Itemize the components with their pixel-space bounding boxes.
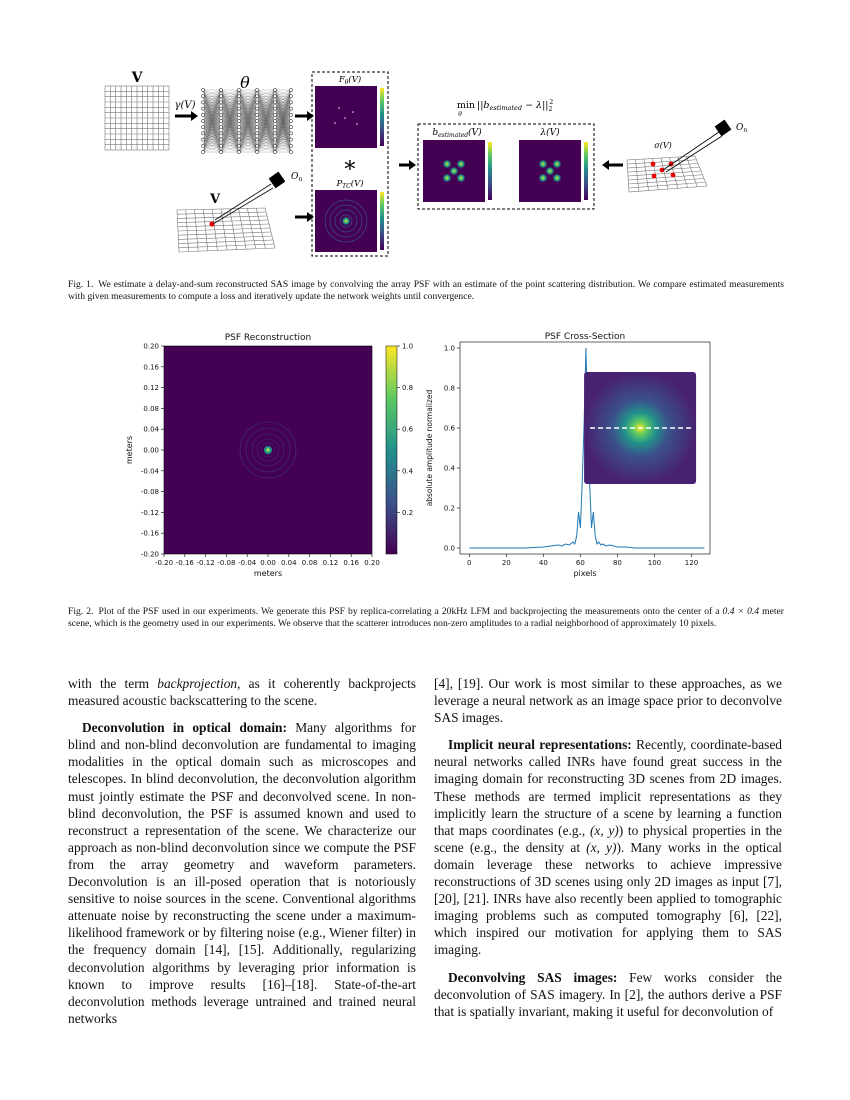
heatmap-y-tick-label: 0.20: [143, 342, 159, 351]
heatmap-y-tick-label: -0.16: [140, 529, 159, 538]
heatmap-x-tick-label: 0.04: [281, 559, 297, 567]
right-p3-heading: Deconvolving SAS images:: [448, 969, 618, 985]
psf-reconstruction-chart: [125, 333, 414, 578]
figure-1-pipeline: [95, 60, 785, 260]
heatmap-x-tick-label: -0.08: [217, 559, 236, 567]
input-grid-bottom: [177, 208, 275, 252]
left-column: [68, 675, 416, 1037]
line-y-tick-label: 0.6: [443, 424, 455, 433]
line-x-tick-label: 0: [467, 559, 472, 567]
figure-1-caption-text: We estimate a delay-and-sum reconstructed SAS image by convolving the array PSF with an estimate of the point scattering distribution. We compare estimated measurements with given measurements to compute a loss and iteratively update the network weights until convergence.: [68, 279, 784, 302]
line-x-tick-label: 60: [575, 559, 585, 567]
right-p3-body: Few works consider the deconvolution of SAS imagery. In [2], the authors derive a PSF that is spatially invariant, making it useful for deconvolution of: [434, 969, 782, 1019]
line-y-tick-label: 0.0: [443, 544, 455, 553]
colorbar-tick-label: 0.6: [402, 425, 414, 434]
input-grid-top: [105, 86, 169, 150]
heatmap-x-tick-label: 0.12: [322, 559, 339, 567]
figure-2-caption-text-1: Plot of the PSF used in our experiments. We generate this PSF by replica-correlating a 20kHz LFM and backprojecting the measurements onto the center of a: [98, 606, 723, 617]
right-paragraph-2: [434, 736, 782, 958]
right-p2-text-a: Recently, coordinate-based neural networks called INRs have found great success in the imaging domain for reconstructing 3D scenes from 2D images. These methods are termed implicit representations as they implicitly learn the structure of a scene by learning a function that maps coordinates (e.g.,: [434, 737, 782, 838]
colorbar-tick-label: 0.8: [402, 384, 414, 393]
lambda-label: λ(V): [540, 128, 560, 138]
heatmap-x-tick-label: 0.08: [301, 559, 318, 567]
line-y-tick-label: 0.2: [443, 504, 455, 513]
heatmap-x-tick-label: -0.04: [238, 559, 257, 567]
line-x-tick-label: 100: [647, 559, 662, 567]
heatmap-x-tick-label: 0.20: [364, 559, 380, 567]
heatmap-y-tick-label: 0.00: [143, 446, 159, 455]
figure-2-caption: [68, 606, 784, 630]
left-p1-emphasis: backprojection: [157, 676, 238, 691]
heatmap-y-label: meters: [125, 435, 134, 465]
line-y-tick-label: 0.8: [443, 384, 455, 393]
right-column: [434, 675, 782, 1030]
colorbar-tick-label: 1.0: [402, 342, 414, 351]
gamma-label: γ(V): [174, 100, 196, 111]
line-x-label: pixels: [573, 569, 597, 578]
heatmap-colorbar: [386, 346, 397, 554]
heatmap-x-tick-label: -0.20: [154, 559, 174, 567]
right-p2-math-2: (x, y): [586, 839, 617, 855]
o-n-left-label: $O_n$: [291, 172, 303, 183]
f-theta-image: [315, 86, 377, 148]
line-y-tick-label: 1.0: [443, 344, 455, 353]
sonar-device-icon-right: [715, 120, 732, 137]
heatmap-x-tick-label: -0.12: [196, 559, 215, 567]
right-paragraph-1: [4], [19]. Our work is most similar to these approaches, as we leverage a neural network as an image space prior to deconvolve SAS images.: [434, 676, 782, 726]
right-p2-text-c: ). Many works in the optical domain leverage these networks to achieve impressive reconstructions of 3D scenes using only 2D images as input [7], [20], [21]. INRs have also recently been applied to tomographic imaging problems such as computed tomography [6], [22], which inspired our motivation for applying them to SAS imaging.: [434, 839, 782, 958]
heatmap-y-tick-label: 0.12: [143, 384, 159, 393]
colorbar-tick-label: 0.4: [402, 467, 414, 476]
heatmap-title: PSF Reconstruction: [224, 333, 312, 343]
heatmap-y-tick-label: -0.08: [140, 488, 159, 497]
left-p2-heading: Deconvolution in optical domain:: [82, 720, 287, 736]
convolution-symbol: ∗: [342, 153, 358, 178]
p-tc-label: $P_{TC}(V)$: [336, 179, 364, 190]
line-y-label: absolute amplitude normalized: [425, 389, 434, 507]
sonar-device-icon-left: [269, 172, 286, 189]
line-x-tick-label: 20: [501, 559, 511, 567]
heatmap-y-tick-label: 0.16: [143, 363, 159, 372]
right-p2-math-1: (x, y): [589, 822, 619, 838]
heatmap-x-label: meters: [253, 569, 283, 578]
heatmap-y-tick-label: 0.08: [143, 404, 159, 413]
heatmap-y-tick-label: 0.04: [143, 425, 159, 434]
heatmap-x-tick-label: 0.00: [260, 559, 276, 567]
figure-1-caption: [68, 279, 784, 303]
theta-label: θ: [240, 73, 250, 92]
colorbar-tick-label: 0.2: [402, 508, 414, 517]
right-paragraph-3: [434, 969, 782, 1020]
o-n-right-label: $O_n$: [736, 123, 748, 134]
heatmap-x-tick-label: 0.16: [343, 559, 359, 567]
heatmap-x-tick-label: -0.16: [175, 559, 194, 567]
right-p2-heading: Implicit neural representations:: [448, 737, 632, 753]
line-x-tick-label: 40: [538, 559, 548, 567]
objective-theta-sub: θ: [458, 111, 462, 118]
line-y-tick-label: 0.4: [443, 464, 455, 473]
psf-cross-section-chart: [425, 332, 710, 578]
v-top-label: V: [131, 70, 143, 86]
left-p2-body: Many algorithms for blind and non-blind deconvolution are fundamental to imaging modalities in the optical domain such as microscopes and telescopes. In blind deconvolution, the deconvolution algorithm must jointly estimate the PSF and deconvolved scene. In non-blind deconvolution, the PSF is assumed known and used to reconstruct a representation of the scene. We characterize our approach as non-blind deconvolution since we compute the PSF from the array geometry and waveform parameters. Deconvolution is an ill-posed operation that is notoriously sensitive to noise sources in the scene. Conventional algorithms attenuate noise by reconstructing the scene under a maximum-likelihood framework or by filtering noise (e.g., Wiener filter) in the frequency domain [14], [15]. Additionally, regularizing deconvolution algorithms by leveraging prior information is known to improve results [16]–[18]. State-of-the-art deconvolution methods leverage untrained and trained neural networks: [68, 720, 416, 1026]
left-paragraph-1: [68, 675, 416, 709]
line-chart-title: PSF Cross-Section: [544, 332, 626, 342]
right-p2-text-b: ) to physical properties in the scene (e.g., the density at: [434, 822, 782, 855]
heatmap-y-tick-label: -0.12: [140, 508, 159, 517]
v-bottom-label: V: [209, 192, 221, 207]
objective-formula: $\min ||b_{estimated} - \lambda||_22$: [456, 99, 554, 113]
left-paragraph-2: [68, 719, 416, 1027]
figure-2-caption-text-2: meter scene, which is the geometry used in our experiments. We observe that the scatterer introduces non-zero amplitudes to a radial neighborhood of approximately 10 pixels.: [68, 606, 784, 629]
psf-peak: [267, 449, 269, 451]
heatmap-y-tick-label: -0.04: [140, 467, 159, 476]
line-x-tick-label: 80: [612, 559, 622, 567]
sigma-label: σ(V): [654, 141, 672, 150]
b-estimated-label: $b_{estimated}(V)$: [432, 128, 482, 139]
scene-grid-right: [627, 156, 707, 192]
figure-2-caption-label: Fig. 2.: [68, 606, 94, 617]
f-theta-label: $F_\theta(V)$: [338, 75, 362, 86]
neural-network-diagram: [201, 88, 292, 153]
left-p1-text-b: , as it coherently backprojects measured acoustic backscattering to the scene.: [68, 676, 416, 709]
line-x-tick-label: 120: [684, 559, 699, 567]
figure-2-charts: [124, 328, 734, 583]
figure-1-caption-label: Fig. 1.: [68, 279, 94, 290]
left-p1-text-a: with the term: [68, 676, 158, 691]
heatmap-y-tick-label: -0.20: [140, 550, 159, 559]
figure-2-caption-math: 0.4 × 0.4: [722, 606, 760, 617]
